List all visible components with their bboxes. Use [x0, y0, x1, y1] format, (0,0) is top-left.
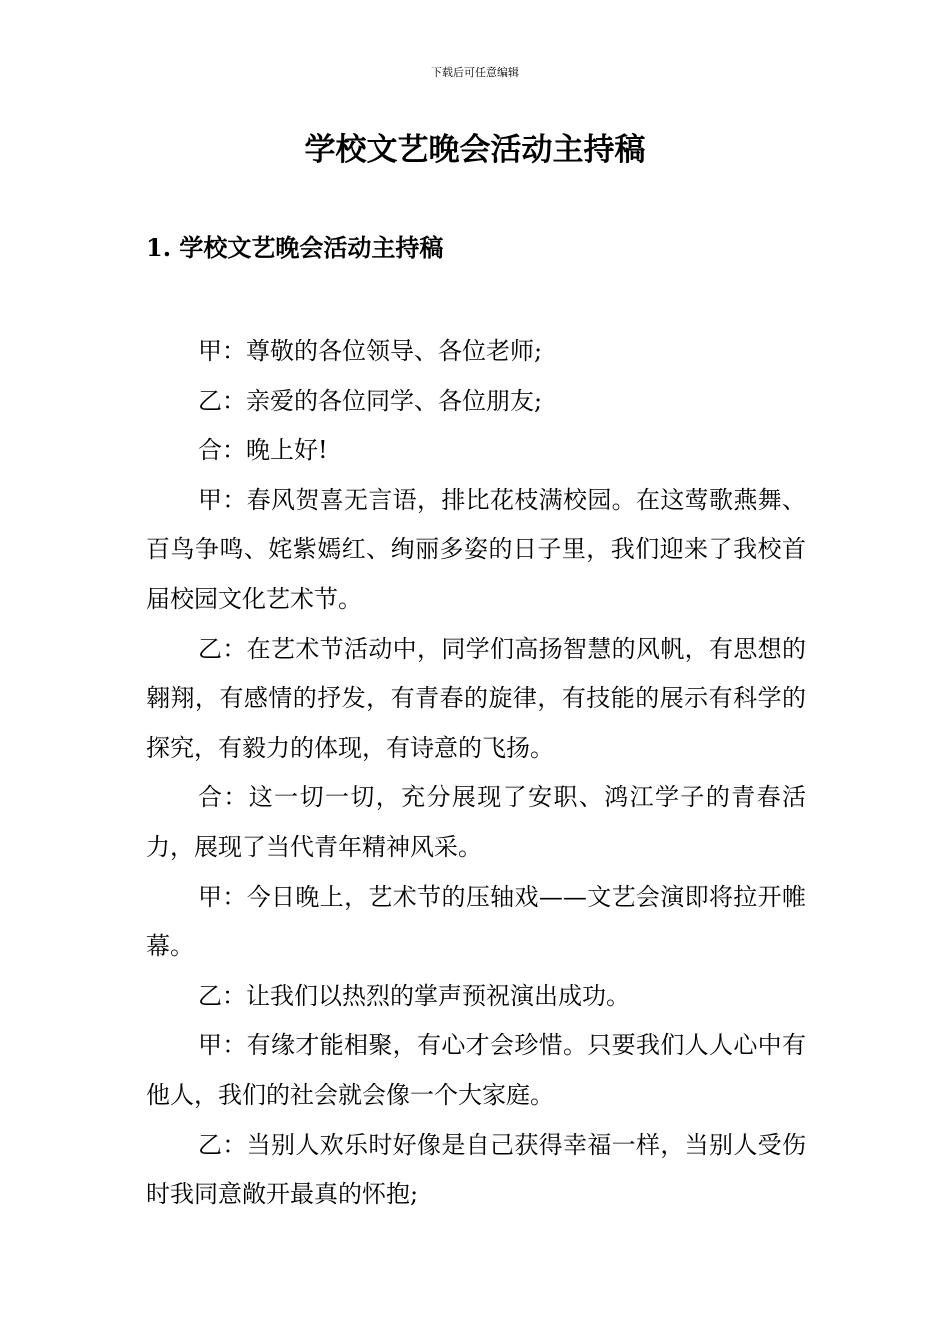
paragraph: 甲：春风贺喜无言语，排比花枝满校园。在这莺歌燕舞、百鸟争鸣、姹紫嫣红、绚丽多姿的日子里，我们迎来了我校首届校园文化艺术节。: [146, 485, 806, 613]
paragraph: 甲：有缘才能相聚，有心才会珍惜。只要我们人人心中有他人，我们的社会就会像一个大家庭。: [146, 1031, 806, 1109]
document-body: [146, 327, 806, 1220]
paragraph: 乙：让我们以热烈的掌声预祝演出成功。: [198, 981, 630, 1010]
document-title: 学校文艺晚会活动主持稿: [304, 132, 646, 168]
paragraph: 甲：尊敬的各位领导、各位老师;: [198, 337, 543, 365]
paragraph: 乙：当别人欢乐时好像是自己获得幸福一样，当别人受伤时我同意敞开最真的怀抱;: [146, 1130, 806, 1209]
paragraph: 乙：在艺术节活动中，同学们高扬智慧的风帆，有思想的翱翔，有感情的抒发，有青春的旋律，有技能的展示有科学的探究，有毅力的体现，有诗意的飞扬。: [146, 634, 806, 762]
paragraph: 甲：今日晚上，艺术节的压轴戏——文艺会演即将拉开帷幕。: [146, 882, 806, 961]
paragraph: 乙：亲爱的各位同学、各位朋友;: [198, 386, 543, 415]
paragraph: 合：这一切一切，充分展现了安职、鸿江学子的青春活力，展现了当代青年精神风采。: [146, 783, 806, 861]
header-note: 下载后可任意编辑: [431, 66, 519, 79]
paragraph: 合：晚上好!: [198, 436, 328, 465]
section-heading: 1. 学校文艺晚会活动主持稿: [146, 233, 444, 262]
